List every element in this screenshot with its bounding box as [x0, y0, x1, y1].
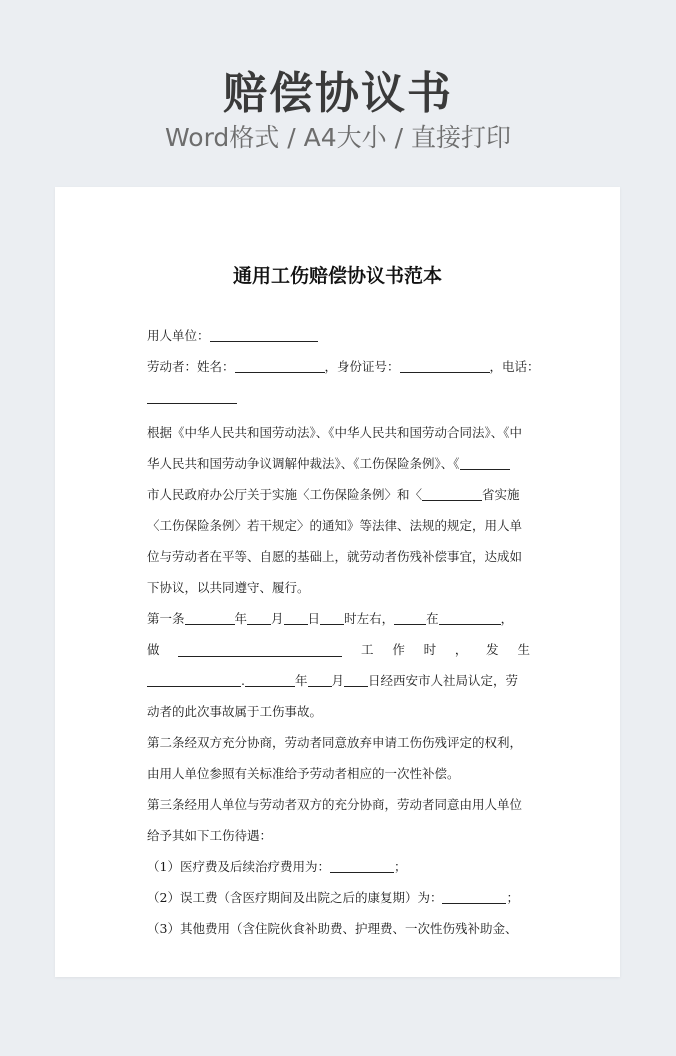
- blank: [284, 612, 308, 625]
- document-page: [55, 187, 620, 977]
- blank: [442, 891, 506, 904]
- intro-line: 位与劳动者在平等、自愿的基础上，就劳动者伤残补偿事宜，达成如: [147, 549, 523, 564]
- blank: [400, 360, 490, 373]
- blank: [308, 674, 332, 687]
- item-line: （3）其他费用（含住院伙食补助费、护理费、一次性伤残补助金、: [147, 921, 518, 936]
- blank: [422, 488, 482, 501]
- blank: [147, 391, 237, 404]
- article-1-line: 做 工 作 时 ， 发 生: [147, 642, 530, 657]
- blank: [178, 644, 342, 657]
- intro-line: 〈工伤保险条例〉若干规定〉的通知》等法律、法规的规定，用人单: [147, 518, 523, 533]
- blank: [247, 612, 271, 625]
- item-line: （1）医疗费及后续治疗费用为： ；: [147, 859, 407, 874]
- blank: [344, 674, 368, 687]
- blank: [394, 612, 426, 625]
- article-2-line: 第二条经双方充分协商，劳动者同意放弃申请工伤伤残评定的权利，: [147, 735, 523, 750]
- intro-line: 华人民共和国劳动争议调解仲裁法》、《工伤保险条例》、《: [147, 448, 530, 479]
- employer-line: 用人单位：: [147, 320, 530, 351]
- article-3-line: 给予其如下工伤待遇：: [147, 828, 273, 843]
- article-1-line: 动者的此次事故属于工伤事故。: [147, 704, 323, 719]
- blank: [210, 329, 318, 342]
- blank: [147, 674, 241, 687]
- article-3-line: 第三条经用人单位与劳动者双方的充分协商，劳动者同意由用人单位: [147, 797, 523, 812]
- article-1-line: . 年 月 日经西安市人社局认定，劳: [147, 665, 530, 696]
- blank: [235, 360, 325, 373]
- item-line: （2）误工费（含医疗期间及出院之后的康复期）为： ；: [147, 890, 519, 905]
- blank: [330, 860, 394, 873]
- blank: [320, 612, 344, 625]
- blank: [185, 612, 235, 625]
- worker-line: 劳动者：姓名： ，身份证号： ，电话：: [147, 359, 540, 374]
- intro-line: 市人民政府办公厅关于实施〈工伤保险条例〉和〈 省实施: [147, 487, 520, 502]
- intro-line: 下协议，以共同遵守、履行。: [147, 580, 310, 595]
- article-1-line: 第一条 年 月 日 时左右， 在 ，: [147, 611, 514, 626]
- document-title: 通用工伤赔偿协议书范本: [232, 265, 442, 287]
- phone-blank-line: [147, 382, 530, 413]
- article-2-line: 由用人单位参照有关标准给予劳动者相应的一次性补偿。: [147, 766, 460, 781]
- page-title: 赔偿协议书: [223, 68, 453, 119]
- blank: [245, 674, 295, 687]
- blank: [460, 457, 510, 470]
- intro-line: 根据《中华人民共和国劳动法》、《中华人民共和国劳动合同法》、《中: [147, 425, 523, 440]
- page-subtitle: Word格式 / A4大小 / 直接打印: [165, 123, 511, 152]
- document-body: [147, 320, 540, 944]
- blank: [439, 612, 501, 625]
